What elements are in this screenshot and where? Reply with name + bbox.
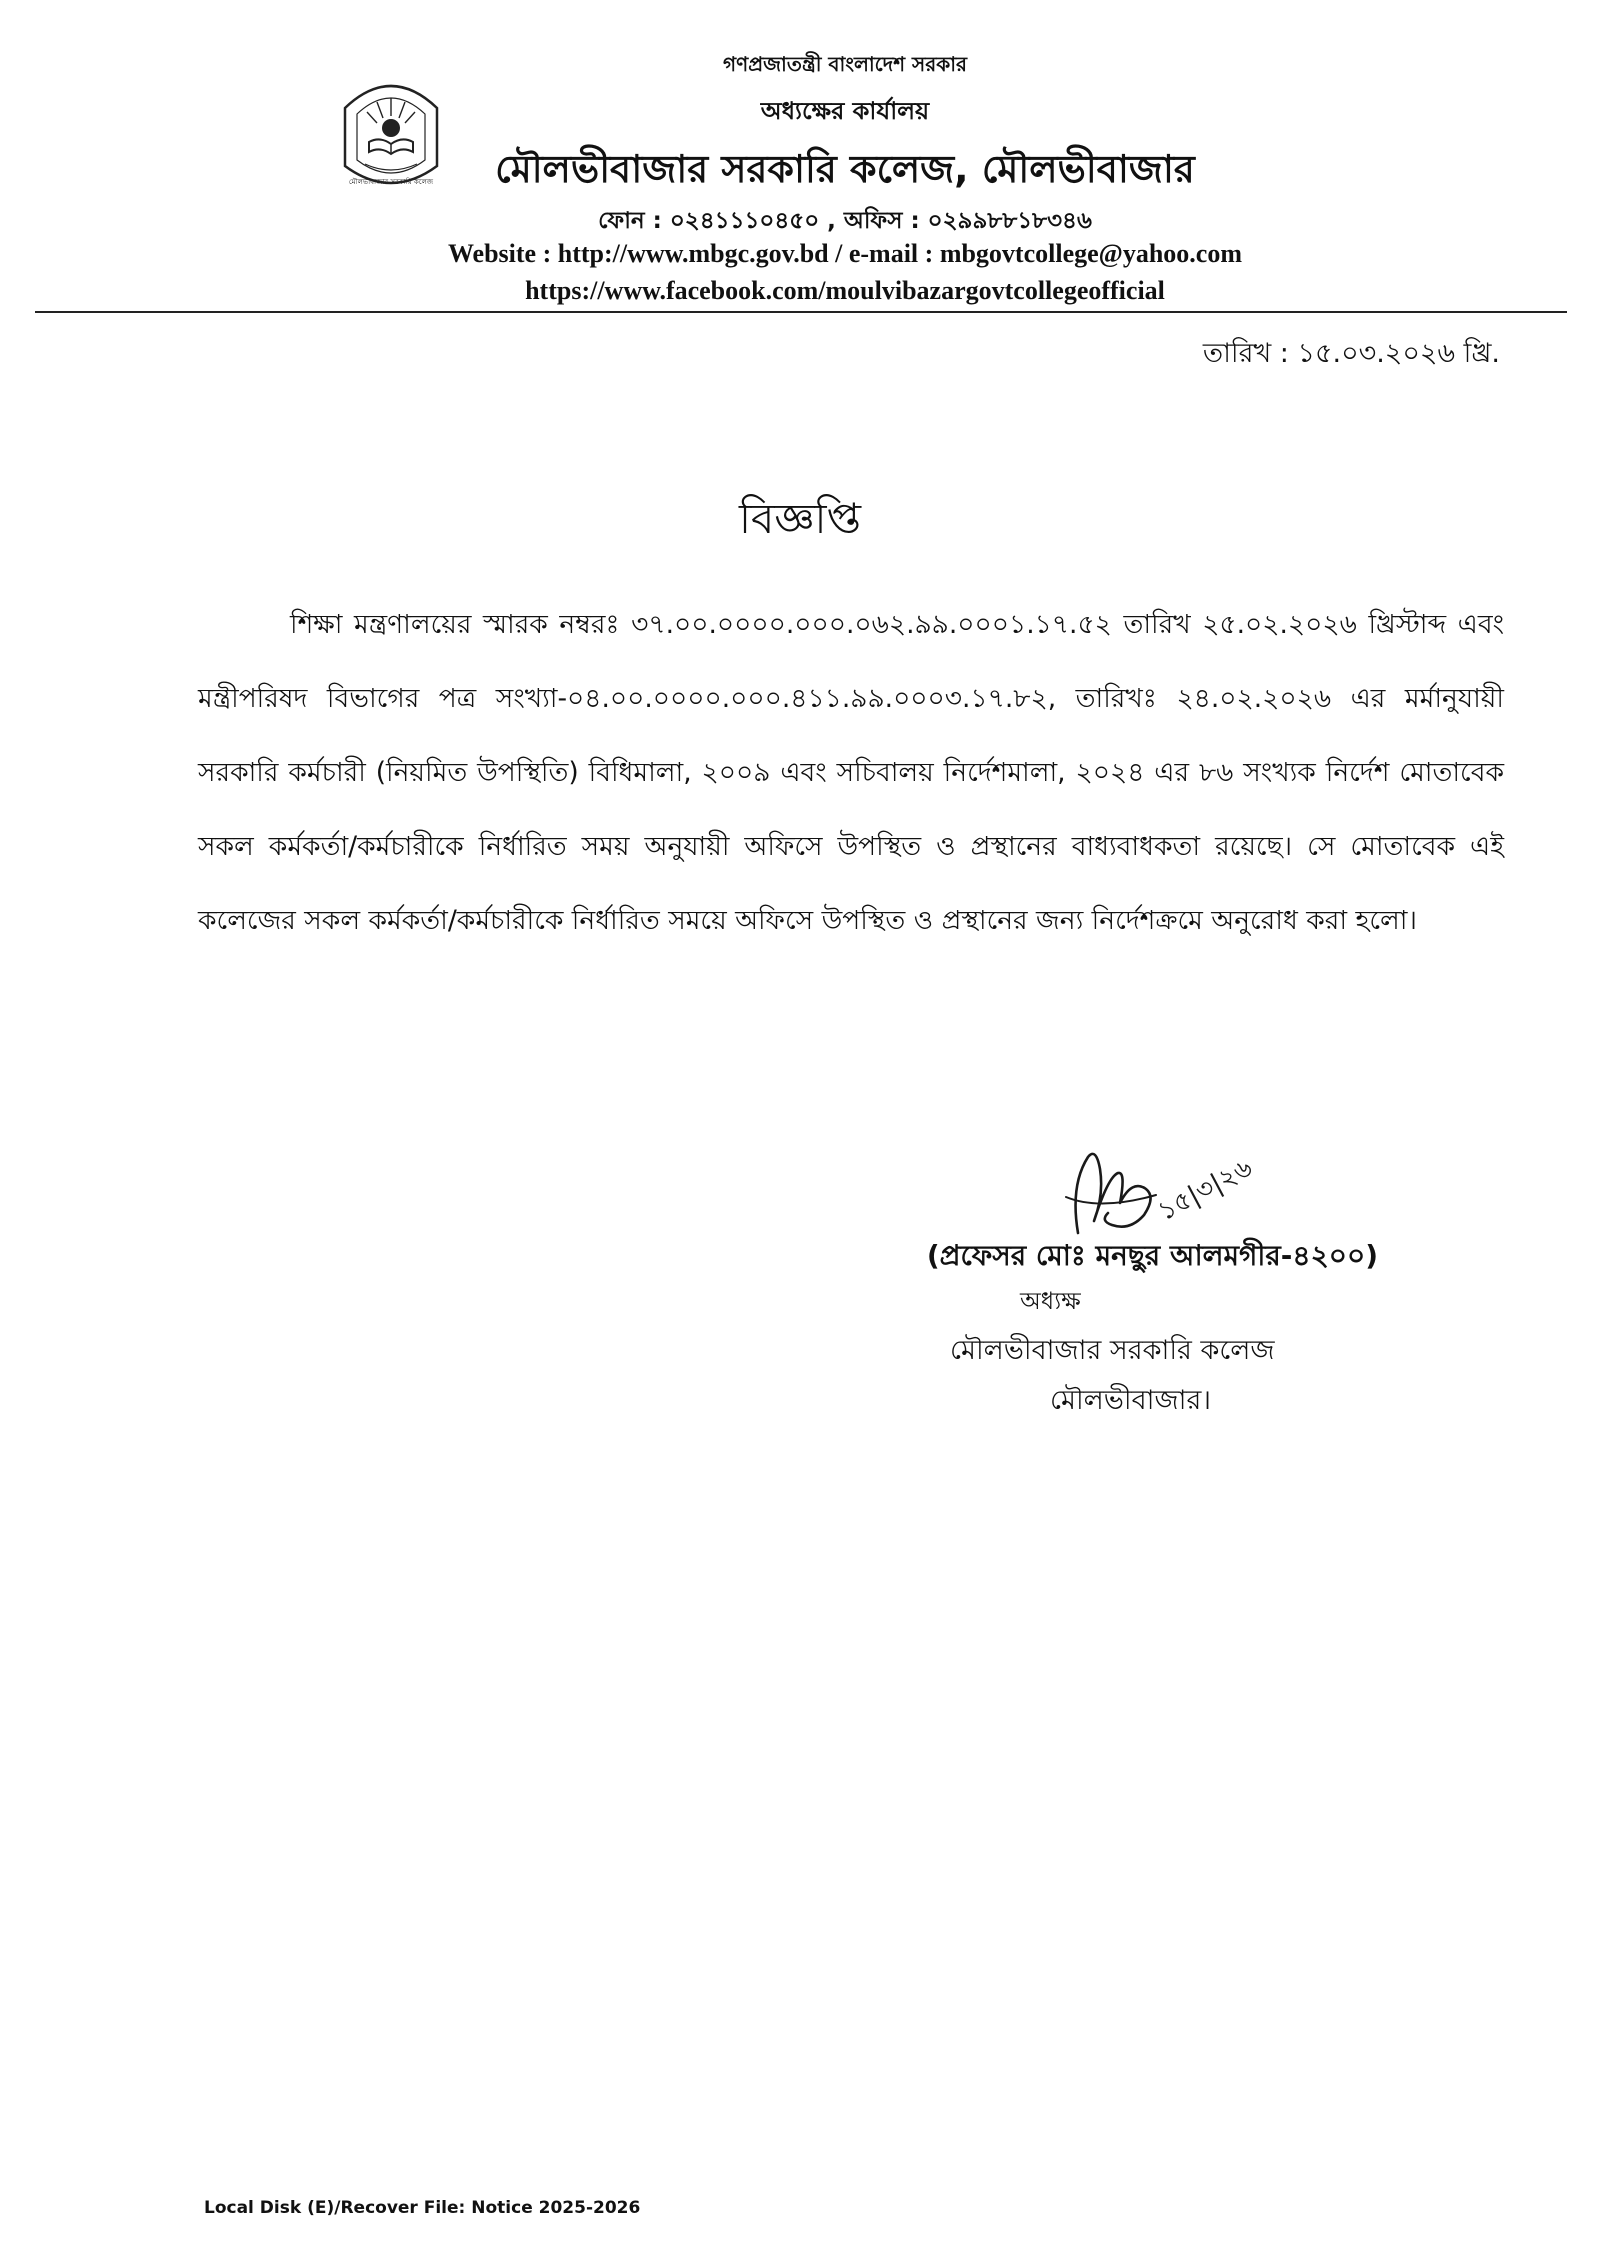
svg-text:মৌলভীবাজার সরকারি কলেজ: মৌলভীবাজার সরকারি কলেজ (348, 178, 434, 186)
file-path-footer: Local Disk (E)/Recover File: Notice 2025-2026 (204, 2198, 641, 2218)
website-email: Website : http://www.mbgc.gov.bd / e-mail : mbgovtcollege@yahoo.com (447, 239, 1242, 268)
signature-date: ১৫|৩|২৬ (1153, 1152, 1258, 1228)
notice-date: তারিখ : ১৫.০৩.২০২৬ খ্রি. (1202, 338, 1500, 369)
signer-title: অধ্যক্ষ (1020, 1287, 1081, 1315)
office-name: অধ্যক্ষের কার্যালয় (760, 97, 930, 125)
notice-body: শিক্ষা মন্ত্রণালয়ের স্মারক নম্বরঃ ৩৭.০০.০০০০.০০০.০৬২.৯৯.০০০১.১৭.৫২ তারিখ ২৫.০২.২০২৬ খ্রিস্টাব্দ এবং মন্ত্রীপরিষদ বিভাগের পত্র সংখ্যা-০৪.০০.০০০০.০০০.৪১১.৯৯.০০০৩.১৭.৮২, তারিখঃ ২৪.০২.২০২৬ এর মর্মানুযায়ী সরকারি কর্মচারী (নিয়মিত উপস্থিতি) বিধিমালা, ২০০৯ এবং সচিবালয় নির্দেশমালা, ২০২৪ এর ৮৬ সংখ্যক নির্দেশ মোতাবেক সকল কর্মকর্তা/কর্মচারীকে নির্ধারিত সময় অনুযায়ী অফিসে উপস্থিত ও প্রস্থানের বাধ্যবাধকতা রয়েছে। সে মোতাবেক এই কলেজের সকল কর্মকর্তা/কর্মচারীকে নির্ধারিত সময়ে অফিসে উপস্থিত ও প্রস্থানের জন্য নির্দেশক্রমে অনুরোধ করা হলো। (198, 609, 1504, 936)
signer-place: মৌলভীবাজার। (1050, 1385, 1211, 1416)
header-divider (35, 311, 1567, 313)
notice-title: বিজ্ঞপ্তি (738, 494, 862, 543)
signer-college: মৌলভীবাজার সরকারি কলেজ (950, 1335, 1275, 1366)
signer-name: (প্রফেসর মোঃ মনছুর আলমগীর-৪২০০) (926, 1239, 1378, 1272)
phone-numbers: ফোন : ০২৪১১১০৪৫০ , অফিস : ০২৯৯৮৮১৮৩৪৬ (598, 208, 1092, 234)
college-name: মৌলভীবাজার সরকারি কলেজ, মৌলভীবাজার (495, 147, 1195, 191)
facebook-url: https://www.facebook.com/moulvibazargovtcollegeofficial (525, 276, 1165, 305)
government-name: গণপ্রজাতন্ত্রী বাংলাদেশ সরকার (723, 52, 967, 76)
